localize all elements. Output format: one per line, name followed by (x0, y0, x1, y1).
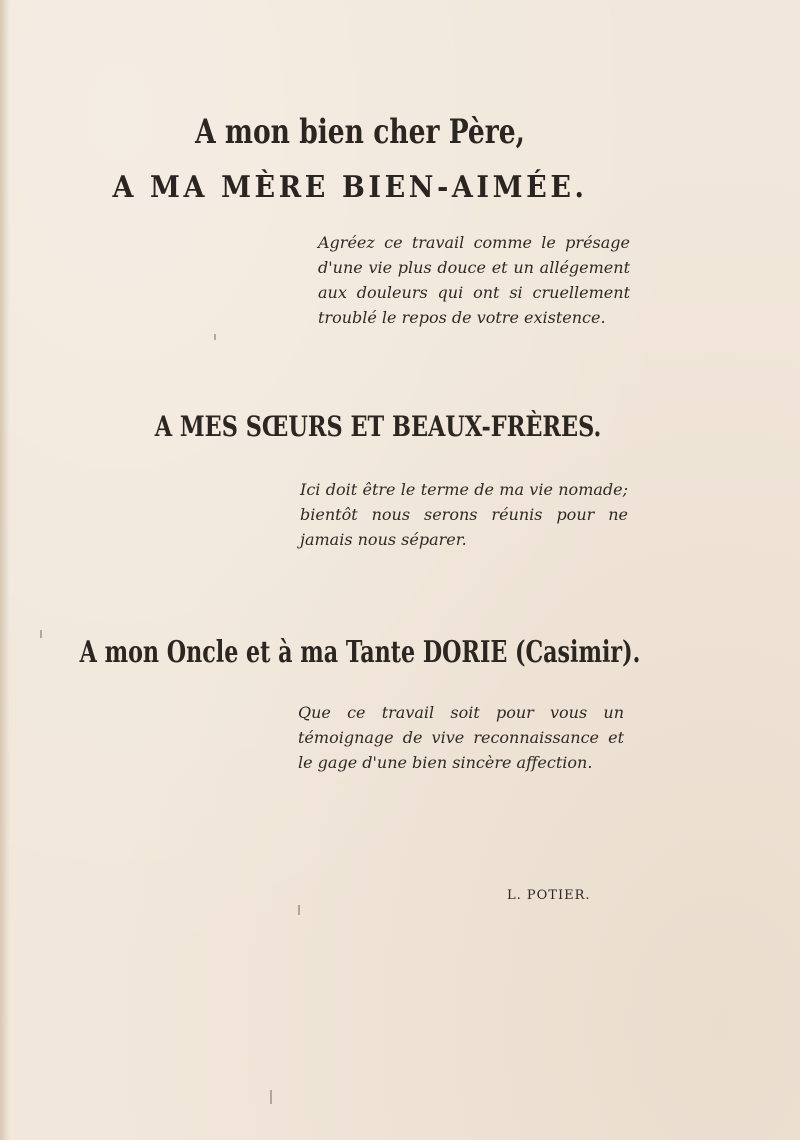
ink-speck (40, 630, 42, 638)
dedication-paragraph-uncle-aunt: Que ce travail soit pour vous un témoignage de vive reconnaissance et le gage d'une bien sincère affection. (298, 703, 624, 772)
ink-speck (270, 1090, 272, 1104)
dedication-heading-father: A mon bien cher Père, (195, 112, 525, 152)
dedication-heading-mother: A MA MÈRE BIEN-AIMÉE. (112, 170, 588, 205)
dedication-heading-uncle-aunt: A mon Oncle et à ma Tante DORIE (Casimir). (79, 635, 641, 670)
ink-speck (298, 905, 300, 915)
author-signature: L. POTIER. (507, 888, 591, 903)
dedication-paragraph-siblings: Ici doit être le terme de ma vie nomade; bientôt nous serons réunis pour ne jamais nous séparer. (300, 480, 628, 549)
dedication-paragraph-parents: Agréez ce travail comme le présage d'une vie plus douce et un allégement aux douleurs qui ont si cruellement troublé le repos de votre existence. (318, 233, 630, 327)
ink-speck (214, 334, 216, 340)
dedication-heading-siblings: A MES SŒURS ET BEAUX-FRÈRES. (154, 410, 602, 443)
